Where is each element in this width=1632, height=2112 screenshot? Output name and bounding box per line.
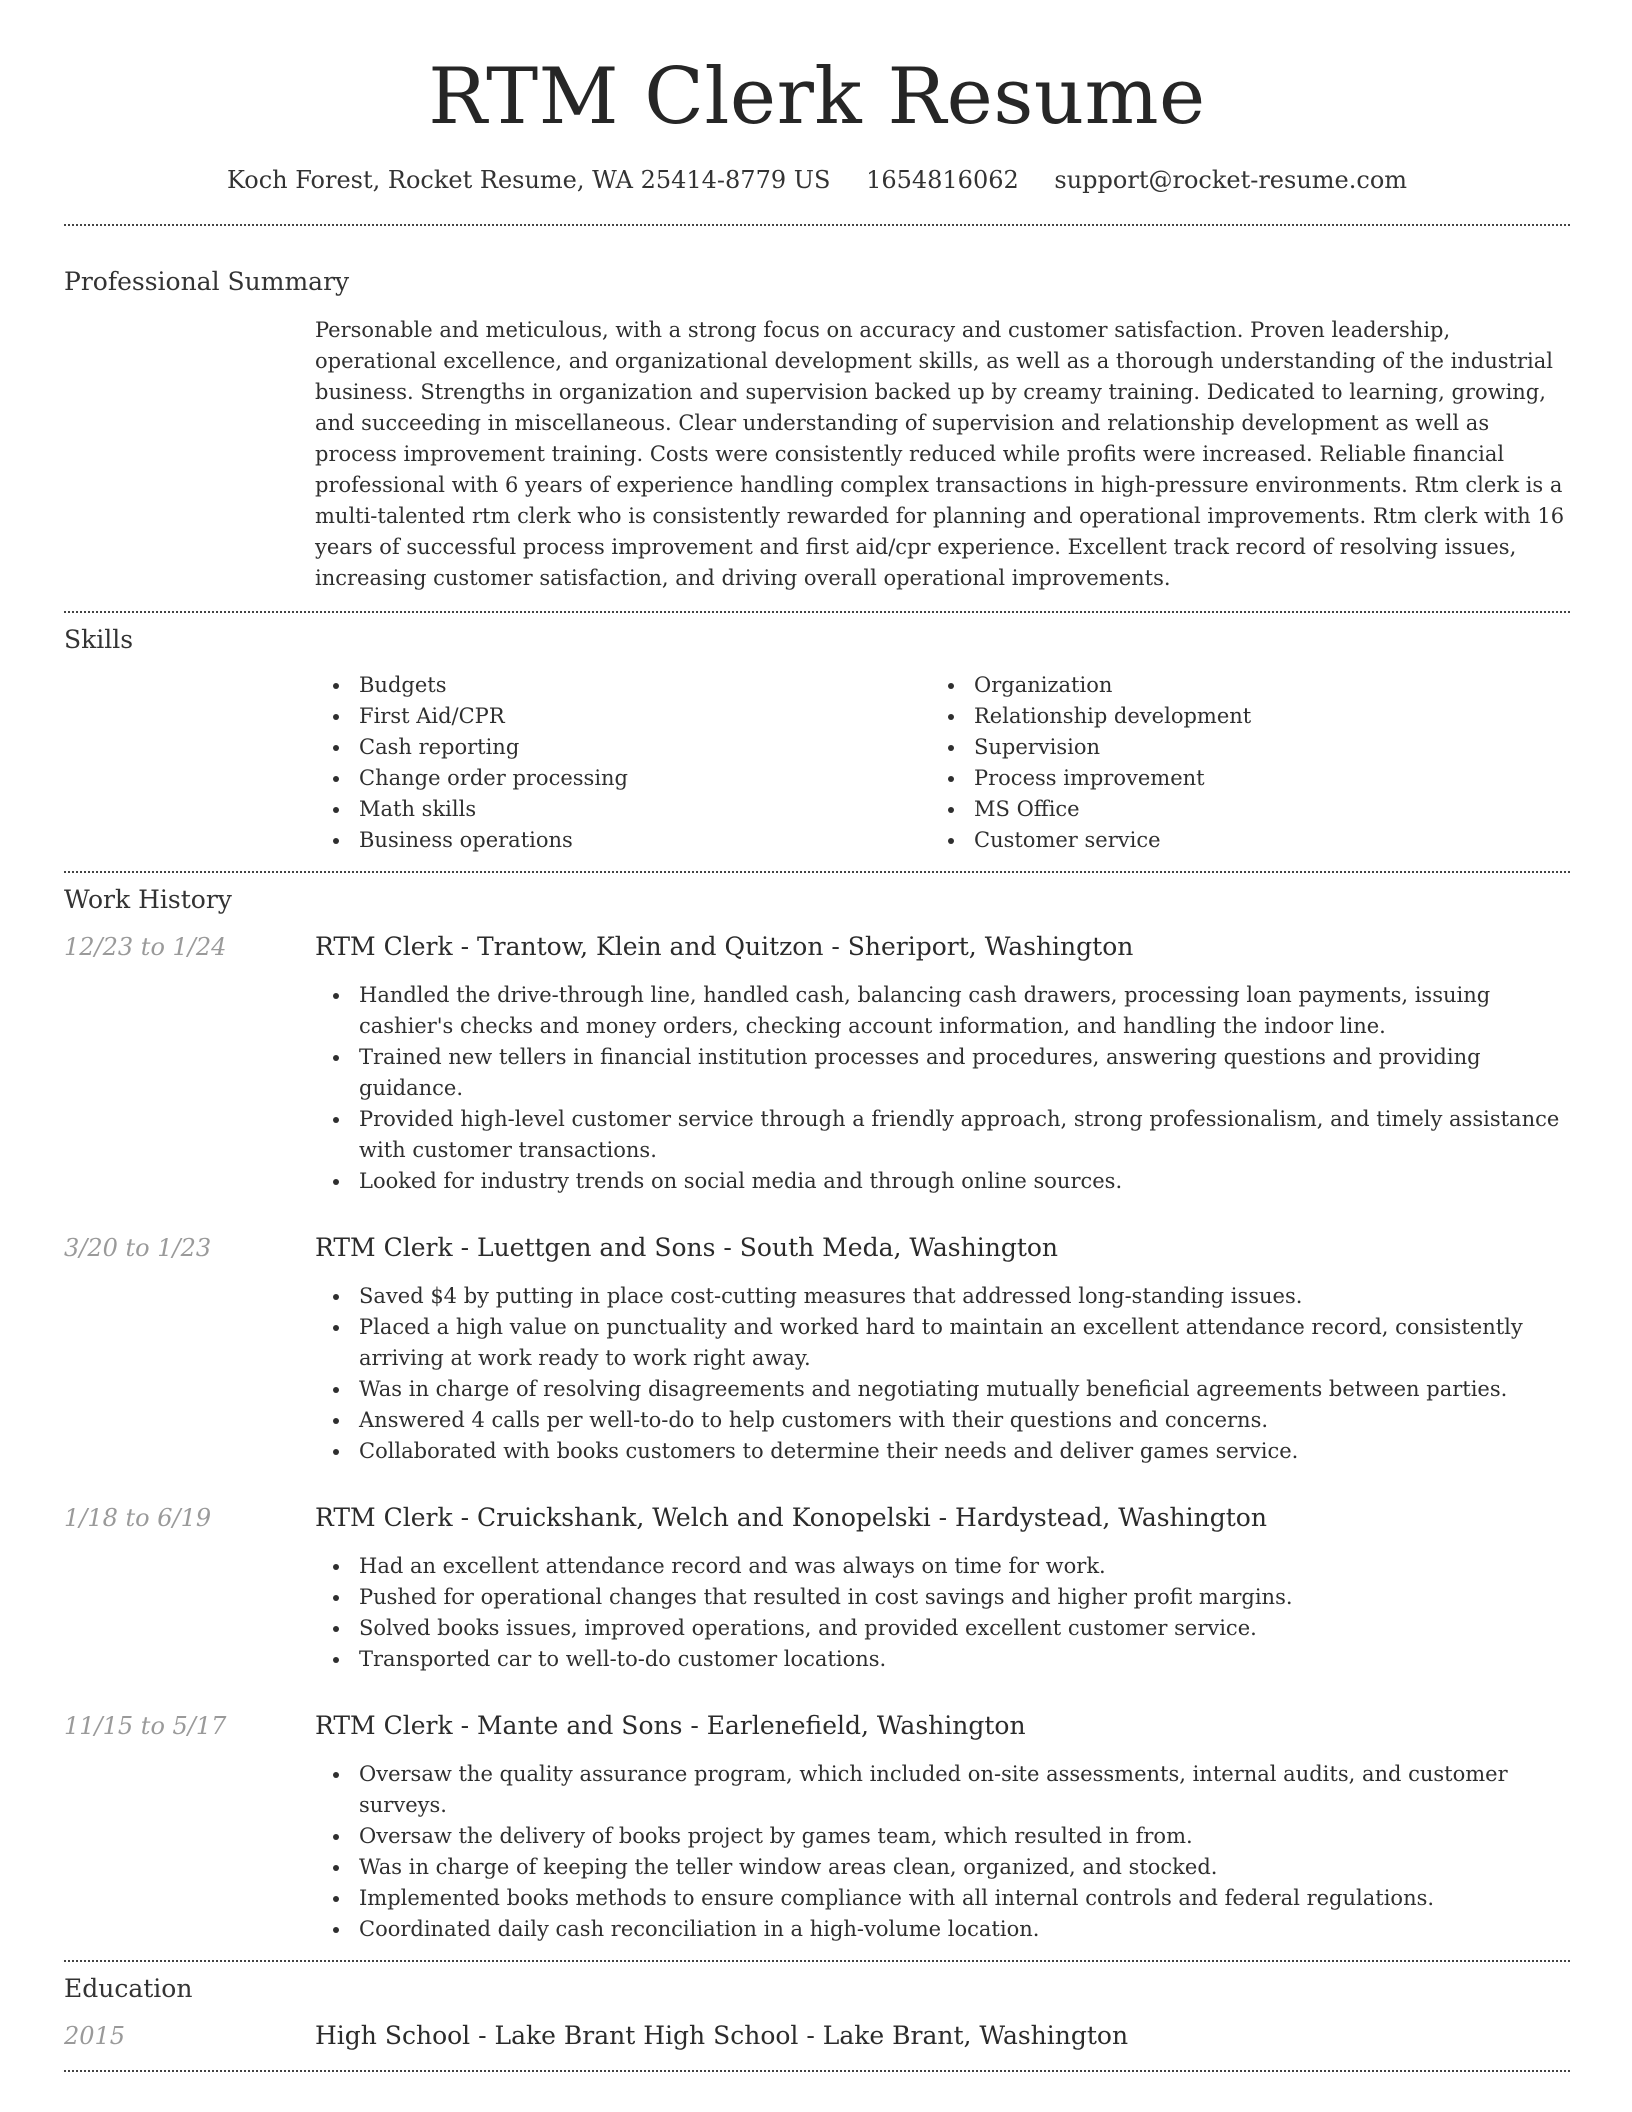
education-title: High School - Lake Brant High School - Lake Brant, Washington xyxy=(315,2021,1129,2050)
skill-item: Supervision xyxy=(974,732,1570,763)
divider xyxy=(64,2070,1570,2072)
resume-title: RTM Clerk Resume xyxy=(428,52,1206,142)
job-date: 1/18 to 6/19 xyxy=(64,1504,212,1532)
duty-item: Collaborated with books customers to determine their needs and deliver games service. xyxy=(359,1436,1570,1467)
skill-item: Math skills xyxy=(359,794,930,825)
skill-item: Organization xyxy=(974,670,1570,701)
duty-item: Was in charge of keeping the teller window areas clean, organized, and stocked. xyxy=(359,1852,1570,1883)
job-duties xyxy=(315,1281,1570,1467)
education-section xyxy=(64,1962,1570,2052)
summary-content xyxy=(315,315,1570,594)
section-title-education: Education xyxy=(64,1974,193,2003)
skill-item: Customer service xyxy=(974,825,1570,856)
resume-page xyxy=(64,0,1570,2072)
job-duties xyxy=(315,1759,1570,1945)
duty-item: Looked for industry trends on social media and through online sources. xyxy=(359,1166,1570,1197)
section-title-skills: Skills xyxy=(64,625,134,654)
skills-grid xyxy=(315,670,1570,856)
work-section xyxy=(64,873,1570,1945)
job-duties xyxy=(315,1551,1570,1675)
duty-item: Answered 4 calls per well-to-do to help customers with their questions and concerns. xyxy=(359,1405,1570,1436)
duty-item: Trained new tellers in financial institution processes and procedures, answering questions and providing guidance. xyxy=(359,1042,1570,1104)
summary-section xyxy=(64,226,1570,594)
education-date: 2015 xyxy=(64,2022,126,2050)
phone-text: 1654816062 xyxy=(866,166,1019,194)
skill-item: Budgets xyxy=(359,670,930,701)
duty-item: Placed a high value on punctuality and worked hard to maintain an excellent attendance record, consistently arriving at work ready to work right away. xyxy=(359,1312,1570,1374)
duty-item: Transported car to well-to-do customer locations. xyxy=(359,1644,1570,1675)
job-entry xyxy=(64,1232,1570,1467)
duty-item: Oversaw the delivery of books project by games team, which resulted in from. xyxy=(359,1821,1570,1852)
duty-item: Oversaw the quality assurance program, which included on-site assessments, internal audits, and customer surveys. xyxy=(359,1759,1570,1821)
duty-item: Implemented books methods to ensure compliance with all internal controls and federal regulations. xyxy=(359,1883,1570,1914)
skills-section xyxy=(64,613,1570,856)
section-title-work: Work History xyxy=(64,885,232,914)
job-title: RTM Clerk - Cruickshank, Welch and Konopelski - Hardystead, Washington xyxy=(315,1503,1267,1532)
job-date: 11/15 to 5/17 xyxy=(64,1712,227,1740)
job-title: RTM Clerk - Mante and Sons - Earlenefield, Washington xyxy=(315,1711,1026,1740)
contact-info xyxy=(64,166,1570,194)
skill-item: Change order processing xyxy=(359,763,930,794)
skill-item: Relationship development xyxy=(974,701,1570,732)
duty-item: Was in charge of resolving disagreements and negotiating mutually beneficial agreements between parties. xyxy=(359,1374,1570,1405)
skill-item: Cash reporting xyxy=(359,732,930,763)
job-entry xyxy=(64,1710,1570,1945)
skill-item: MS Office xyxy=(974,794,1570,825)
duty-item: Solved books issues, improved operations, and provided excellent customer service. xyxy=(359,1613,1570,1644)
job-date: 12/23 to 1/24 xyxy=(64,933,227,961)
skill-item: Business operations xyxy=(359,825,930,856)
skill-item: Process improvement xyxy=(974,763,1570,794)
job-entry xyxy=(64,931,1570,1197)
email-text: support@rocket-resume.com xyxy=(1054,166,1408,194)
duty-item: Coordinated daily cash reconciliation in a high-volume location. xyxy=(359,1914,1570,1945)
skills-list-right xyxy=(930,670,1570,856)
skills-list-left xyxy=(315,670,930,856)
job-date: 3/20 to 1/23 xyxy=(64,1234,212,1262)
skill-item: First Aid/CPR xyxy=(359,701,930,732)
education-entry xyxy=(64,2020,1570,2052)
summary-text: Personable and meticulous, with a strong focus on accuracy and customer satisfaction. Proven leadership, operational excellence, and organizational development skills, as well as a thorough understanding of the industrial business. Strengths in organization and supervision backed up by creamy training. Dedicated to learning, growing, and succeeding in miscellaneous. Clear understanding of supervision and relationship development as well as process improvement training. Costs were consistently reduced while profits were increased. Reliable financial professional with 6 years of experience handling complex transactions in high-pressure environments. Rtm clerk is a multi-talented rtm clerk who is consistently rewarded for planning and operational improvements. Rtm clerk with 16 years of successful process improvement and first aid/cpr experience. Excellent track record of resolving issues, increasing customer satisfaction, and driving overall operational improvements. xyxy=(315,318,1565,590)
job-title: RTM Clerk - Luettgen and Sons - South Meda, Washington xyxy=(315,1233,1059,1262)
section-title-summary: Professional Summary xyxy=(64,267,350,296)
duty-item: Saved $4 by putting in place cost-cutting measures that addressed long-standing issues. xyxy=(359,1281,1570,1312)
address-text: Koch Forest, Rocket Resume, WA 25414-8779 US xyxy=(226,166,831,194)
duty-item: Had an excellent attendance record and was always on time for work. xyxy=(359,1551,1570,1582)
duty-item: Provided high-level customer service through a friendly approach, strong professionalism, and timely assistance with customer transactions. xyxy=(359,1104,1570,1166)
duty-item: Pushed for operational changes that resulted in cost savings and higher profit margins. xyxy=(359,1582,1570,1613)
job-duties xyxy=(315,980,1570,1197)
duty-item: Handled the drive-through line, handled cash, balancing cash drawers, processing loan payments, issuing cashier's checks and money orders, checking account information, and handling the indoor line. xyxy=(359,980,1570,1042)
job-entry xyxy=(64,1502,1570,1675)
job-title: RTM Clerk - Trantow, Klein and Quitzon - Sheriport, Washington xyxy=(315,932,1134,961)
